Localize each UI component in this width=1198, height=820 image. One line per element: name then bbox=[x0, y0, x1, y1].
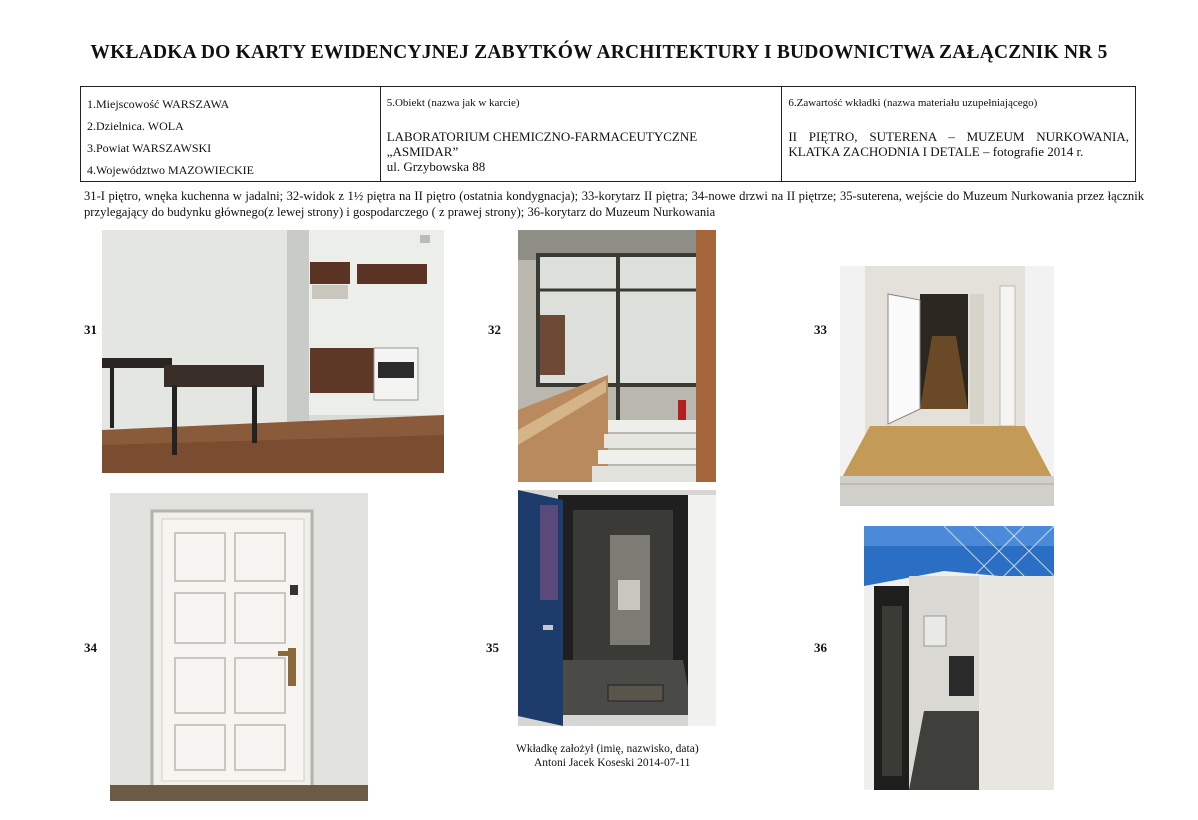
photo-number-36: 36 bbox=[814, 640, 827, 655]
footer-author-name: Antoni Jacek Koseski 2014-07-11 bbox=[534, 757, 691, 769]
photo-number-32: 32 bbox=[488, 322, 501, 337]
object-label: 5.Obiekt (nazwa jak w karcie) bbox=[386, 97, 520, 109]
county: 3.Powiat WARSZAWSKI bbox=[87, 141, 212, 155]
photo-number-31: 31 bbox=[84, 322, 97, 337]
location-cell bbox=[81, 87, 381, 182]
photo-32 bbox=[518, 230, 716, 482]
locality: 1.Miejscowość WARSZAWA bbox=[87, 97, 230, 111]
photo-33 bbox=[840, 266, 1054, 506]
photo-34 bbox=[110, 493, 368, 801]
photo-number-35: 35 bbox=[486, 640, 499, 655]
contents-cell bbox=[782, 87, 1136, 182]
voivodeship: 4.Województwo MAZOWIECKIE bbox=[87, 163, 254, 177]
contents-label: 6.Zawartość wkładki (nazwa materiału uzupełniającego) bbox=[788, 97, 1038, 109]
photo-number-33: 33 bbox=[814, 322, 827, 337]
photo-number-34: 34 bbox=[84, 640, 97, 655]
object-name: LABORATORIUM CHEMICZNO-FARMACEUTYCZNE bbox=[386, 129, 698, 144]
contents-text: II PIĘTRO, SUTERENA – MUZEUM NURKOWANIA, KLATKA ZACHODNIA I DETALE – fotografie 2014 r. bbox=[788, 129, 1129, 159]
photo-35 bbox=[518, 490, 716, 726]
photo-31 bbox=[102, 230, 444, 473]
object-address: ul. Grzybowska 88 bbox=[386, 159, 486, 174]
document-title: WKŁADKA DO KARTY EWIDENCYJNEJ ZABYTKÓW ARCHITEKTURY I BUDOWNICTWA ZAŁĄCZNIK NR 5 bbox=[90, 42, 1108, 63]
district: 2.Dzielnica. WOLA bbox=[87, 119, 184, 133]
info-table bbox=[80, 86, 1136, 182]
object-name-2: „ASMIDAR” bbox=[386, 144, 459, 159]
footer-author-label: Wkładkę założył (imię, nazwisko, data) bbox=[516, 743, 699, 755]
object-cell bbox=[380, 87, 782, 182]
photo-36 bbox=[864, 526, 1054, 790]
photo-captions: 31-I piętro, wnęka kuchenna w jadalni; 32-widok z 1½ piętra na II piętro (ostatnia kondygnacja); 33-korytarz II piętra; 34-nowe drzwi na II piętrze; 35-suterena, wejście do Muzeum Nurkowania przez łącznik przylegający do budynku głównego(z lewej strony) i gospodarczego ( z prawej strony); 36-korytarz do Muzeum Nurkowania bbox=[84, 189, 1144, 219]
